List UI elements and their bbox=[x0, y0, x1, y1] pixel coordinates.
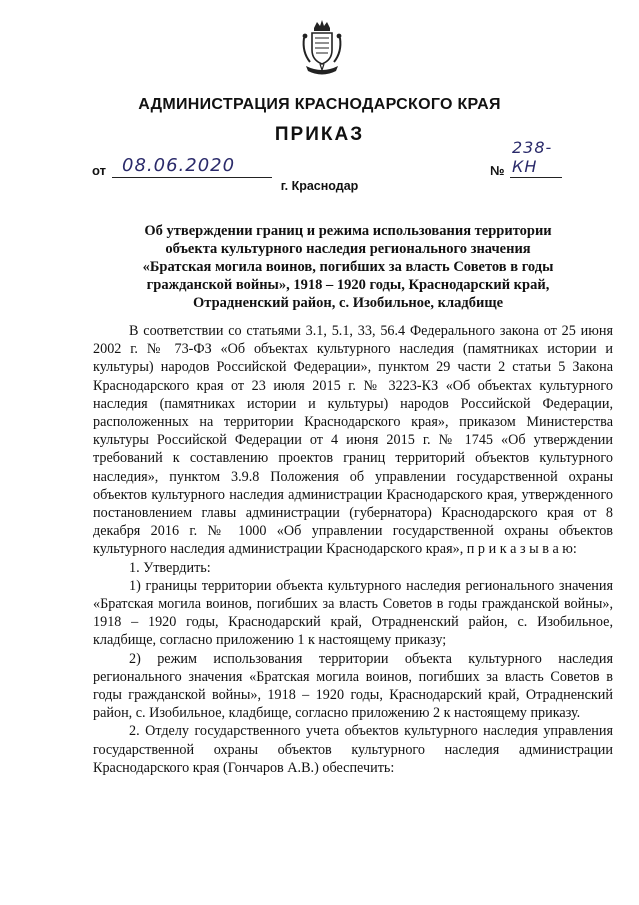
number-label: № bbox=[490, 163, 505, 178]
body-paragraph: 1) границы территории объекта культурного наследия регионального значения «Братская могила воинов, погибших за власть Советов в годы гражданской войны», 1918 – 1920 годы, Краснодарский край, Отрадненский район, с. Изобильное, кладбище, согласно приложению 1 к настоящему приказу; bbox=[93, 577, 613, 649]
body-paragraph: 1. Утвердить: bbox=[129, 559, 211, 576]
city-name: г. Краснодар bbox=[280, 179, 359, 193]
body-paragraph: В соответствии со статьями 3.1, 5.1, 33, 56.4 Федерального закона от 25 июня 2002 г. № 73-ФЗ «Об объектах культурного наследия (памятниках истории и культуры) народов Российской Федерации», пунктом 29 части 2 статьи 5 Закона Краснодарского края от 23 июля 2015 г. № 3223-КЗ «Об объектах культурного наследия (памятниках истории и культуры) народов Российской Федерации, расположенных на территории Краснодарского края», приказом Министерства культуры Российской Федерации от 4 июня 2015 г. № 1745 «Об утверждении требований к составлению проектов границ территорий объектов культурного наследия», пунктом 3.9.8 Положения об управлении государственной охраны объектов культурного наследия администрации Краснодарского края, утвержденного постановлением главы администрации (губернатора) Краснодарского края от 8 декабря 2016 г. № 1000 «Об управлении государственной охраны объектов культурного наследия администрации Краснодарского края», п р и к а з ы в а ю: bbox=[93, 323, 613, 558]
date-value: 08.06.2020 bbox=[122, 155, 236, 176]
coat-of-arms-icon bbox=[300, 18, 344, 78]
title-line: «Братская могила воинов, погибших за власть Советов в годы bbox=[142, 259, 554, 275]
body-paragraph: 2. Отделу государственного учета объектов культурного наследия управления государственной охраны объектов культурного наследия администрации Краснодарского края (Гончаров А.В.) обеспечить: bbox=[93, 723, 613, 776]
number-value: 238-КН bbox=[512, 138, 553, 176]
document-body bbox=[93, 322, 613, 777]
document-title bbox=[128, 222, 568, 312]
date-label: от bbox=[92, 163, 106, 178]
title-line: Отрадненский район, с. Изобильное, кладбище bbox=[192, 295, 504, 311]
organization-name: АДМИНИСТРАЦИЯ КРАСНОДАРСКОГО КРАЯ bbox=[138, 96, 501, 113]
body-paragraph: 2) режим использования территории объекта культурного наследия регионального значения «Братская могила воинов, погибших за власть Советов в годы гражданской войны», 1918 – 1920 годы, Краснодарский край, Отрадненский район, с. Изобильное, кладбище, согласно приложению 2 к настоящему приказу. bbox=[93, 650, 613, 722]
title-line: гражданской войны», 1918 – 1920 годы, Краснодарский край, bbox=[146, 277, 550, 293]
document-type: ПРИКАЗ bbox=[274, 124, 365, 145]
title-line: Об утверждении границ и режима использования территории bbox=[144, 223, 552, 239]
title-line: объекта культурного наследия регионального значения bbox=[165, 241, 531, 257]
